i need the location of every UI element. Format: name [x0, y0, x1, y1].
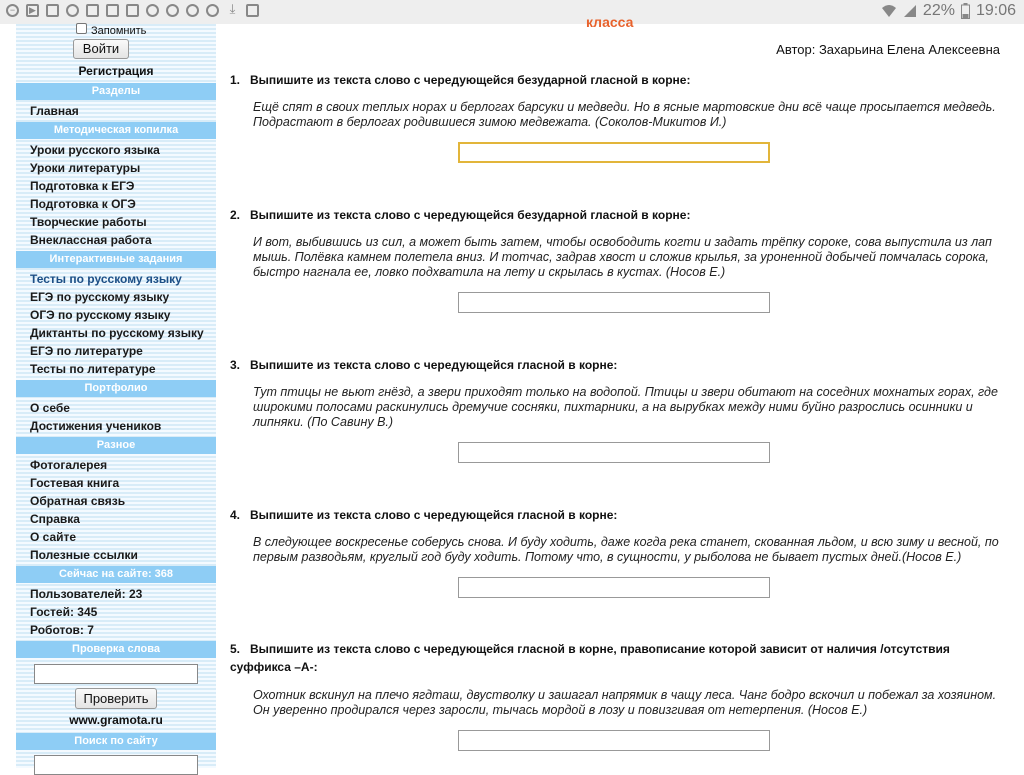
- author-line: Автор: Захарьина Елена Алексеевна: [776, 42, 1000, 57]
- chrome-icon-3: [206, 4, 219, 17]
- check-button[interactable]: Проверить: [75, 688, 157, 709]
- question-number: 3.: [230, 358, 241, 372]
- section-header-raznoe: Разное: [16, 437, 216, 454]
- signal-icon: [903, 4, 917, 18]
- nav-metod-item[interactable]: Уроки русского языка: [30, 143, 160, 157]
- section-header-metod: Методическая копилка: [16, 122, 216, 139]
- sidebar: [16, 24, 216, 768]
- section-header-razdely: Разделы: [16, 83, 216, 100]
- notification-icons: [6, 1, 259, 17]
- question-number: 4.: [230, 508, 241, 522]
- answer-input[interactable]: [458, 577, 770, 598]
- question-prompt: Выпишите из текста слово с чередующейся безударной гласной в корне:: [250, 73, 691, 87]
- login-button[interactable]: Войти: [73, 39, 129, 59]
- nav-raznoe-item[interactable]: Фотогалерея: [30, 458, 108, 472]
- nav-raznoe-item[interactable]: Полезные ссылки: [30, 548, 138, 562]
- section-header-online: Сейчас на сайте: 368: [16, 566, 216, 583]
- question-text: В следующее воскресенье соберусь снова. И буду ходить, даже когда река станет, скованная льдом, и всю зиму и весной, по первым разводьям, круглый год буду ходить. Потому что, в сущности, у рыболова не бывает пустых дней.(Носов Е.): [253, 535, 999, 564]
- question-text: Охотник вскинул на плечо ягдташ, двустволку и зашагал напрямик в чащу леса. Чанг бодро вскочил и побежал за хозяином. Он уверенно продирался через заросли, тычась мордой в лозу и повизгивая от нетерпения. (Носов Е.): [253, 688, 997, 717]
- nav-metod-item[interactable]: Подготовка к ОГЭ: [30, 197, 136, 211]
- check-word-input[interactable]: [34, 664, 198, 684]
- main-content: [216, 14, 1024, 768]
- question-text: Тут птицы не вьют гнёзд, а звери приходят только на водопой. Птицы и звери обитают на соседних мохнатых горах, где широкими полосами раскинулись дремучие сосняки, пихтарники, а на вырубках между ними буйно разрослись осинники и липняки. (По Савину В.): [253, 385, 998, 429]
- nav-raznoe-item[interactable]: О сайте: [30, 530, 77, 544]
- puzzle-icon: [106, 4, 119, 17]
- answer-input[interactable]: [458, 292, 770, 313]
- chrome-icon: [166, 4, 179, 17]
- online-stat: Роботов: 7: [30, 623, 94, 637]
- online-stat: Пользователей: 23: [30, 587, 143, 601]
- question-heading: [230, 356, 1000, 374]
- nav-metod-item[interactable]: Внеклассная работа: [30, 233, 152, 247]
- nav-raznoe-item[interactable]: Гостевая книга: [30, 476, 120, 490]
- status-bar: [0, 0, 1024, 24]
- nav-interactive-item[interactable]: ОГЭ по русскому языку: [30, 308, 171, 322]
- download-icon: ⤓: [229, 1, 236, 16]
- nav-interactive-item[interactable]: Тесты по литературе: [30, 362, 156, 376]
- section-header-check-word: Проверка слова: [16, 641, 216, 658]
- question-number: 1.: [230, 73, 241, 87]
- question-prompt: Выпишите из текста слово с чередующейся гласной в корне:: [250, 358, 618, 372]
- answer-input[interactable]: [458, 142, 770, 163]
- image-icon: [46, 4, 59, 17]
- nav-interactive-item[interactable]: ЕГЭ по литературе: [30, 344, 143, 358]
- nav-raznoe-item[interactable]: Справка: [30, 512, 80, 526]
- opera-icon: [66, 4, 79, 17]
- nav-metod-item[interactable]: Творческие работы: [30, 215, 147, 229]
- nav-main[interactable]: Главная: [30, 104, 79, 118]
- nav-interactive-item[interactable]: ЕГЭ по русскому языку: [30, 290, 170, 304]
- nav-metod-item[interactable]: Уроки литературы: [30, 161, 141, 175]
- question-text: Ещё спят в своих теплых норах и берлогах барсуки и медведи. Но в ясные мартовские дни всё чаще просыпается медведь. Подрастают в берлогах родившиеся зимою медвежата. (Соколов-Микитов И.): [253, 100, 996, 129]
- battery-percent: 22%: [922, 2, 955, 19]
- question-number: 2.: [230, 208, 241, 222]
- youtube-icon: ▶: [26, 4, 39, 17]
- section-header-interactive: Интерактивные задания: [16, 251, 216, 268]
- question-heading: [230, 206, 1000, 224]
- site-search-input[interactable]: [34, 755, 198, 775]
- nav-interactive-item[interactable]: Диктанты по русскому языку: [30, 326, 204, 340]
- section-header-search: Поиск по сайту: [16, 733, 216, 750]
- remember-label: Запомнить: [91, 25, 147, 37]
- section-header-portfolio: Портфолио: [16, 380, 216, 397]
- photo-icon: [126, 4, 139, 17]
- question-heading: [230, 71, 1000, 89]
- question-prompt: Выпишите из текста слово с чередующейся гласной в корне:: [250, 508, 618, 522]
- clock: 19:06: [975, 2, 1016, 19]
- battery-icon: [961, 3, 970, 19]
- nav-portfolio-item[interactable]: Достижения учеников: [30, 419, 162, 433]
- globe-icon: [146, 4, 159, 17]
- question-heading: [230, 506, 1000, 524]
- question-text: И вот, выбившись из сил, а может быть затем, чтобы освободить когти и задать трёпку сороке, сова выпустила из лап мышь. Полёвка камнем полетела вниз. И тотчас, задрав хвост и сложив крылья, за уроненной добычей помчалась сорока, быстро нагнала ее, ловко подхватила на лету и скрылась в кустах. (Носов Е.): [253, 235, 992, 279]
- nav-portfolio-item[interactable]: О себе: [30, 401, 70, 415]
- question-number: 5.: [230, 642, 241, 656]
- chrome-icon-2: [186, 4, 199, 17]
- remember-checkbox[interactable]: [76, 23, 87, 34]
- gramota-link[interactable]: www.gramota.ru: [69, 713, 163, 727]
- wifi-icon: [881, 4, 897, 18]
- online-stat: Гостей: 345: [30, 605, 98, 619]
- minus-circle-icon: −: [6, 4, 19, 17]
- answer-input[interactable]: [458, 730, 770, 751]
- page-title-fragment: класса: [586, 14, 634, 30]
- nav-raznoe-item[interactable]: Обратная связь: [30, 494, 126, 508]
- question-prompt: Выпишите из текста слово с чередующейся безударной гласной в корне:: [250, 208, 691, 222]
- app-icon: [86, 4, 99, 17]
- answer-input[interactable]: [458, 442, 770, 463]
- question-prompt: Выпишите из текста слово с чередующейся гласной в корне, правописание которой зависит от наличия /отсутствия суффикса –А-:: [230, 642, 950, 674]
- register-link[interactable]: Регистрация: [78, 64, 154, 78]
- remember-me[interactable]: [76, 24, 146, 38]
- question-heading: [230, 640, 1000, 676]
- screenshot-icon: [246, 4, 259, 17]
- nav-metod-item[interactable]: Подготовка к ЕГЭ: [30, 179, 135, 193]
- nav-interactive-item-active[interactable]: Тесты по русскому языку: [30, 272, 182, 286]
